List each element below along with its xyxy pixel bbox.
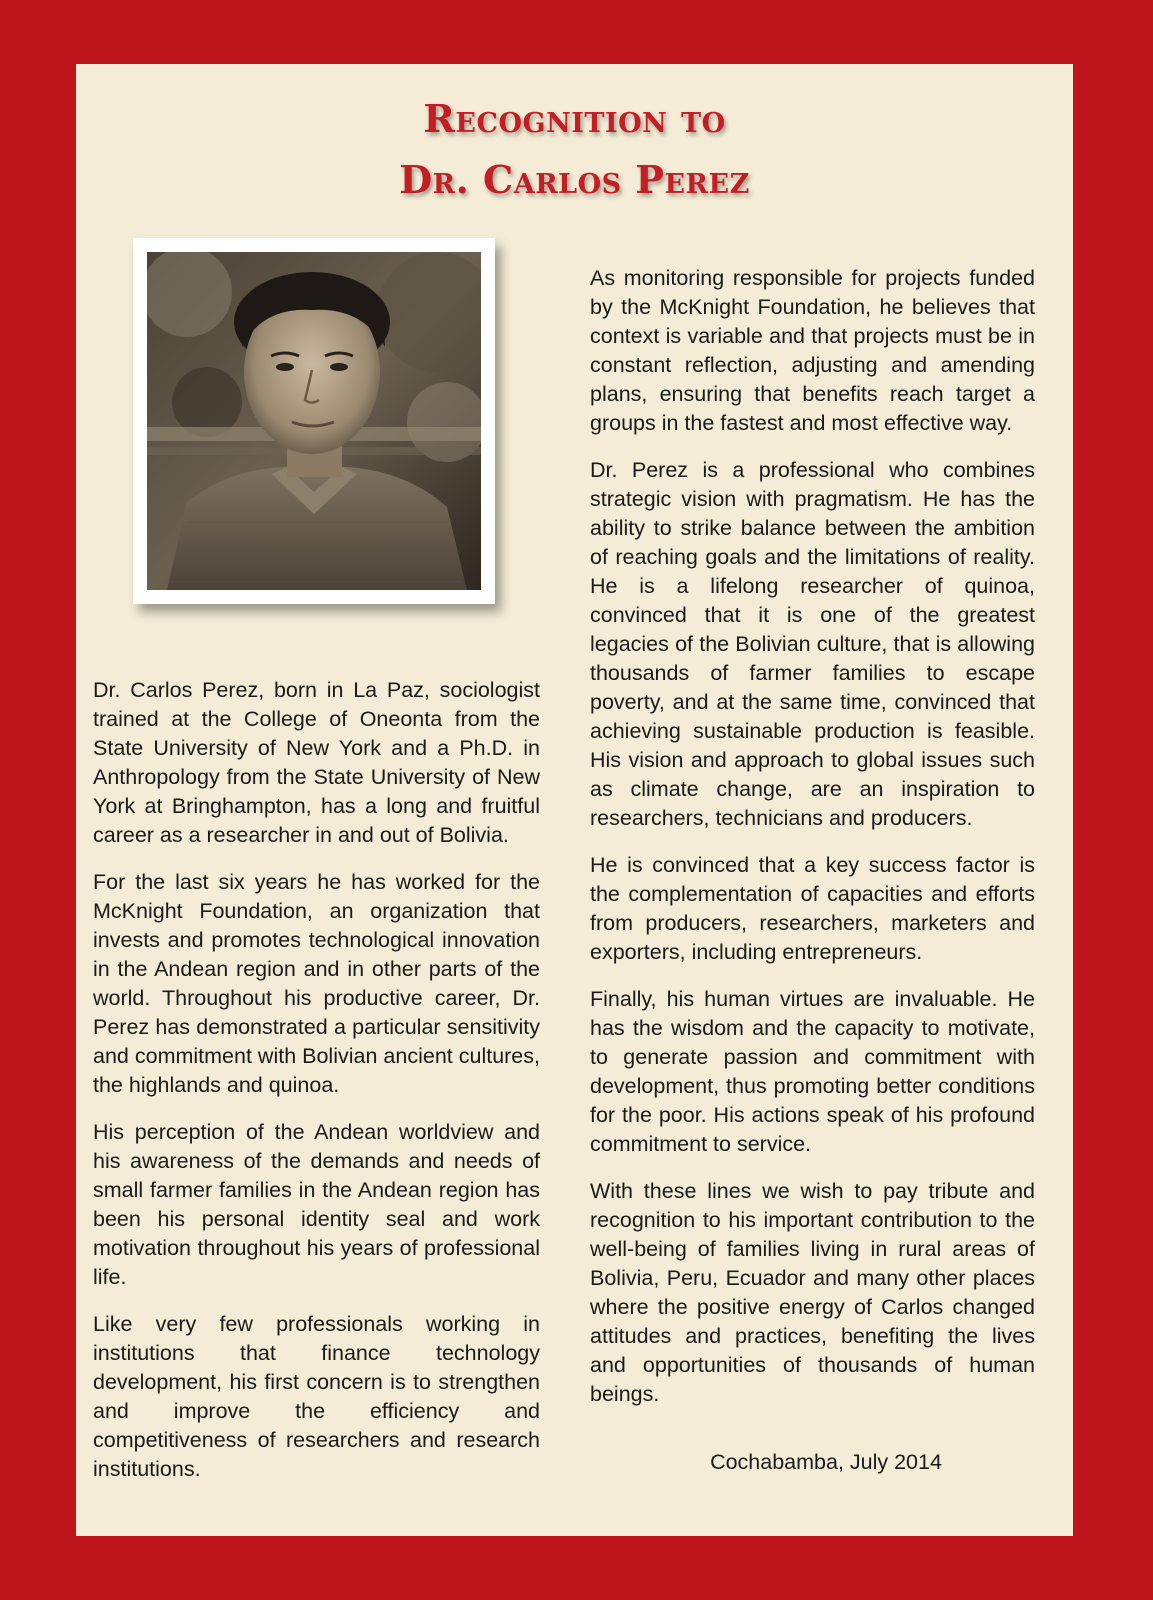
left-paragraph-3: His perception of the Andean worldview and his awareness of the demands and needs of small farmer families in the Andean region has been his personal identity seal and work motivation throughout his years of professional life. bbox=[93, 1120, 540, 1289]
title-line-2: Dr. Carlos Perez bbox=[399, 156, 750, 202]
right-paragraph-1: As monitoring responsible for projects funded by the McKnight Foundation, he believes that context is variable and that projects must be in constant reflection, adjusting and amending plans, ensuring that benefits reach target a groups in the fastest and most effective way. bbox=[590, 266, 1035, 435]
left-column bbox=[93, 676, 540, 1502]
left-paragraph-2: For the last six years he has worked for the McKnight Foundation, an organization that invests and promotes technological innovation in the Andean region and in other parts of the world. Throughout his productive career, Dr. Perez has demonstrated a particular sensitivity and commitment with Bolivian ancient cultures, the highlands and quinoa. bbox=[93, 870, 540, 1097]
left-paragraph-4: Like very few professionals working in institutions that finance technology development, his first concern is to strengthen and improve the efficiency and competitiveness of researchers and research institutions. bbox=[93, 1312, 540, 1481]
page-title bbox=[76, 89, 1073, 211]
right-paragraph-5: With these lines we wish to pay tribute and recognition to his important contribution to the well-being of families living in rural areas of Bolivia, Peru, Ecuador and many other places where the positive energy of Carlos changed attitudes and practices, benefiting the lives and opportunities of thousands of human beings. bbox=[590, 1179, 1035, 1406]
left-paragraph-1: Dr. Carlos Perez, born in La Paz, sociologist trained at the College of Oneonta from the State University of New York and a Ph.D. in Anthropology from the State University of New York at Bringhampton, has a long and fruitful career as a researcher in and out of Bolivia. bbox=[93, 678, 540, 847]
right-paragraph-4: Finally, his human virtues are invaluable. He has the wisdom and the capacity to motivate, to generate passion and commitment with development, thus promoting better conditions for the poor. His actions speak of his profound commitment to service. bbox=[590, 987, 1035, 1156]
signature-place-date: Cochabamba, July 2014 bbox=[710, 1450, 942, 1474]
title-line-1: Recognition to bbox=[423, 96, 726, 141]
right-column bbox=[590, 264, 1035, 1427]
right-paragraph-3: He is convinced that a key success factor is the complementation of capacities and efforts from producers, researchers, marketers and exporters, including entrepreneurs. bbox=[590, 853, 1035, 964]
right-paragraph-2: Dr. Perez is a professional who combines strategic vision with pragmatism. He has the ability to strike balance between the ambition of reaching goals and the limitations of reality. He is a lifelong researcher of quinoa, convinced that it is one of the greatest legacies of the Bolivian culture, that is allowing thousands of farmer families to escape poverty, and at the same time, convinced that achieving sustainable production is feasible. His vision and approach to global issues such as climate change, are an inspiration to researchers, technicians and producers. bbox=[590, 458, 1035, 830]
content-panel bbox=[76, 64, 1073, 1536]
portrait-photo bbox=[147, 252, 481, 590]
photo-frame bbox=[133, 238, 495, 604]
